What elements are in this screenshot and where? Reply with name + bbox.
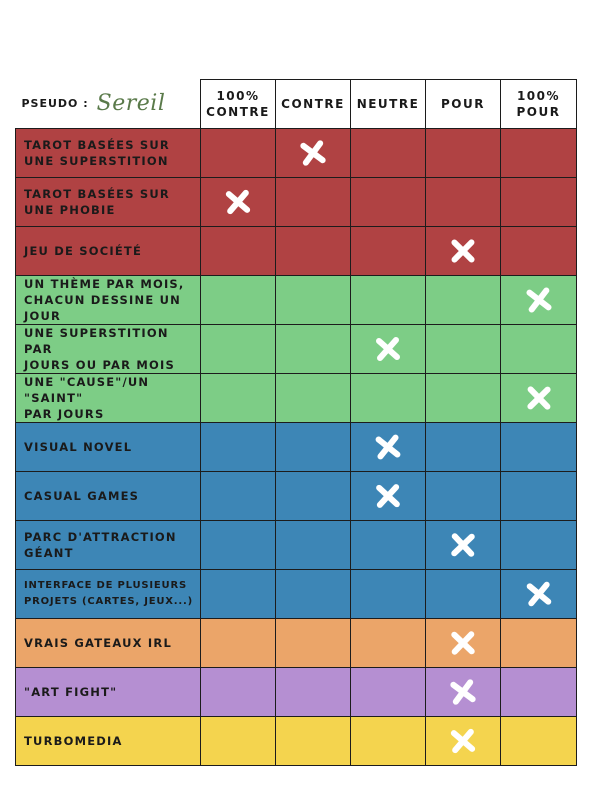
header-row bbox=[16, 80, 577, 129]
vote-cell-100-contre[interactable] bbox=[201, 276, 276, 325]
vote-cell-neutre[interactable] bbox=[351, 668, 426, 717]
vote-cell-pour[interactable] bbox=[426, 374, 501, 423]
row-label: JEU DE SOCIÉTÉ bbox=[16, 227, 201, 276]
vote-cell-pour[interactable] bbox=[426, 276, 501, 325]
vote-cell-contre[interactable] bbox=[276, 178, 351, 227]
vote-cell-100-pour[interactable] bbox=[501, 717, 577, 766]
vote-cell-neutre[interactable] bbox=[351, 227, 426, 276]
cross-mark-icon bbox=[524, 383, 554, 413]
table-row bbox=[16, 276, 577, 325]
row-label: INTERFACE DE PLUSIEURS PROJETS (CARTES, JEUX...) bbox=[16, 570, 201, 619]
vote-cell-100-pour[interactable] bbox=[501, 325, 577, 374]
row-label: PARC D'ATTRACTION GÉANT bbox=[16, 521, 201, 570]
vote-cell-100-contre[interactable] bbox=[201, 472, 276, 521]
vote-cell-neutre[interactable] bbox=[351, 570, 426, 619]
vote-cell-contre[interactable] bbox=[276, 276, 351, 325]
column-header-100-contre: 100% CONTRE bbox=[201, 80, 276, 129]
vote-table bbox=[15, 79, 577, 766]
vote-cell-100-contre[interactable] bbox=[201, 521, 276, 570]
vote-cell-neutre[interactable] bbox=[351, 178, 426, 227]
cross-mark-icon bbox=[449, 629, 478, 658]
table-row bbox=[16, 178, 577, 227]
column-header-100-pour: 100% POUR bbox=[501, 80, 577, 129]
column-header-pour: POUR bbox=[426, 80, 501, 129]
vote-cell-contre[interactable] bbox=[276, 717, 351, 766]
cross-mark-icon bbox=[524, 285, 554, 315]
vote-cell-neutre[interactable] bbox=[351, 521, 426, 570]
pseudo-label: PSEUDO : bbox=[21, 97, 89, 111]
row-label: VISUAL NOVEL bbox=[16, 423, 201, 472]
row-label: VRAIS GATEAUX IRL bbox=[16, 619, 201, 668]
vote-cell-100-contre[interactable] bbox=[201, 619, 276, 668]
vote-cell-pour[interactable] bbox=[426, 570, 501, 619]
vote-cell-100-contre[interactable] bbox=[201, 717, 276, 766]
vote-cell-contre[interactable] bbox=[276, 521, 351, 570]
vote-cell-100-pour[interactable] bbox=[501, 423, 577, 472]
vote-cell-100-contre[interactable] bbox=[201, 178, 276, 227]
vote-cell-pour[interactable] bbox=[426, 521, 501, 570]
cross-mark-icon bbox=[448, 530, 478, 560]
pseudo-cell bbox=[16, 80, 201, 129]
cross-mark-icon bbox=[448, 236, 477, 265]
vote-cell-contre[interactable] bbox=[276, 374, 351, 423]
row-label: TAROT BASÉES SUR UNE PHOBIE bbox=[16, 178, 201, 227]
vote-cell-contre[interactable] bbox=[276, 227, 351, 276]
cross-mark-icon bbox=[374, 335, 402, 363]
vote-cell-pour[interactable] bbox=[426, 472, 501, 521]
vote-cell-100-contre[interactable] bbox=[201, 374, 276, 423]
vote-cell-pour[interactable] bbox=[426, 668, 501, 717]
vote-cell-pour[interactable] bbox=[426, 325, 501, 374]
vote-cell-100-pour[interactable] bbox=[501, 276, 577, 325]
vote-cell-100-pour[interactable] bbox=[501, 521, 577, 570]
table-row bbox=[16, 521, 577, 570]
vote-cell-neutre[interactable] bbox=[351, 374, 426, 423]
vote-cell-100-pour[interactable] bbox=[501, 374, 577, 423]
vote-cell-neutre[interactable] bbox=[351, 619, 426, 668]
vote-cell-contre[interactable] bbox=[276, 668, 351, 717]
vote-cell-contre[interactable] bbox=[276, 570, 351, 619]
row-label: CASUAL GAMES bbox=[16, 472, 201, 521]
column-header-contre: CONTRE bbox=[276, 80, 351, 129]
table-row bbox=[16, 668, 577, 717]
table-row bbox=[16, 472, 577, 521]
vote-cell-contre[interactable] bbox=[276, 619, 351, 668]
row-label: TAROT BASÉES SUR UNE SUPERSTITION bbox=[16, 129, 201, 178]
table-row bbox=[16, 619, 577, 668]
vote-cell-100-contre[interactable] bbox=[201, 129, 276, 178]
pseudo-value: Sereil bbox=[96, 91, 166, 117]
vote-cell-pour[interactable] bbox=[426, 619, 501, 668]
row-label: UN THÈME PAR MOIS, CHACUN DESSINE UN JOUR bbox=[16, 276, 201, 325]
vote-cell-neutre[interactable] bbox=[351, 325, 426, 374]
row-label: UNE "CAUSE"/UN "SAINT" PAR JOURS bbox=[16, 374, 201, 423]
table-row bbox=[16, 227, 577, 276]
cross-mark-icon bbox=[224, 188, 252, 216]
table-row bbox=[16, 325, 577, 374]
vote-cell-pour[interactable] bbox=[426, 423, 501, 472]
table-row bbox=[16, 129, 577, 178]
vote-cell-pour[interactable] bbox=[426, 717, 501, 766]
vote-cell-pour[interactable] bbox=[426, 129, 501, 178]
cross-mark-icon bbox=[298, 138, 328, 168]
vote-cell-100-pour[interactable] bbox=[501, 668, 577, 717]
vote-cell-100-contre[interactable] bbox=[201, 227, 276, 276]
row-label: UNE SUPERSTITION PAR JOURS OU PAR MOIS bbox=[16, 325, 201, 374]
vote-cell-neutre[interactable] bbox=[351, 717, 426, 766]
vote-grid bbox=[15, 79, 576, 781]
vote-cell-100-pour[interactable] bbox=[501, 619, 577, 668]
table-row bbox=[16, 717, 577, 766]
vote-cell-contre[interactable] bbox=[276, 472, 351, 521]
row-label: "ART FIGHT" bbox=[16, 668, 201, 717]
vote-cell-neutre[interactable] bbox=[351, 129, 426, 178]
vote-cell-contre[interactable] bbox=[276, 129, 351, 178]
vote-cell-pour[interactable] bbox=[426, 178, 501, 227]
column-header-neutre: NEUTRE bbox=[351, 80, 426, 129]
vote-cell-100-pour[interactable] bbox=[501, 178, 577, 227]
row-label: TURBOMEDIA bbox=[16, 717, 201, 766]
cross-mark-icon bbox=[374, 482, 402, 510]
vote-cell-neutre[interactable] bbox=[351, 276, 426, 325]
vote-cell-100-pour[interactable] bbox=[501, 227, 577, 276]
cross-mark-icon bbox=[373, 432, 402, 461]
vote-cell-100-contre[interactable] bbox=[201, 570, 276, 619]
vote-cell-100-contre[interactable] bbox=[201, 423, 276, 472]
cross-mark-icon bbox=[449, 727, 477, 755]
table-row bbox=[16, 374, 577, 423]
vote-cell-100-contre[interactable] bbox=[201, 325, 276, 374]
vote-cell-contre[interactable] bbox=[276, 325, 351, 374]
vote-cell-100-pour[interactable] bbox=[501, 129, 577, 178]
vote-cell-100-pour[interactable] bbox=[501, 570, 577, 619]
table-row bbox=[16, 570, 577, 619]
vote-cell-neutre[interactable] bbox=[351, 423, 426, 472]
vote-cell-neutre[interactable] bbox=[351, 472, 426, 521]
vote-cell-pour[interactable] bbox=[426, 227, 501, 276]
vote-cell-contre[interactable] bbox=[276, 423, 351, 472]
vote-cell-100-contre[interactable] bbox=[201, 668, 276, 717]
vote-cell-100-pour[interactable] bbox=[501, 472, 577, 521]
cross-mark-icon bbox=[524, 580, 553, 609]
table-row bbox=[16, 423, 577, 472]
cross-mark-icon bbox=[448, 677, 478, 707]
